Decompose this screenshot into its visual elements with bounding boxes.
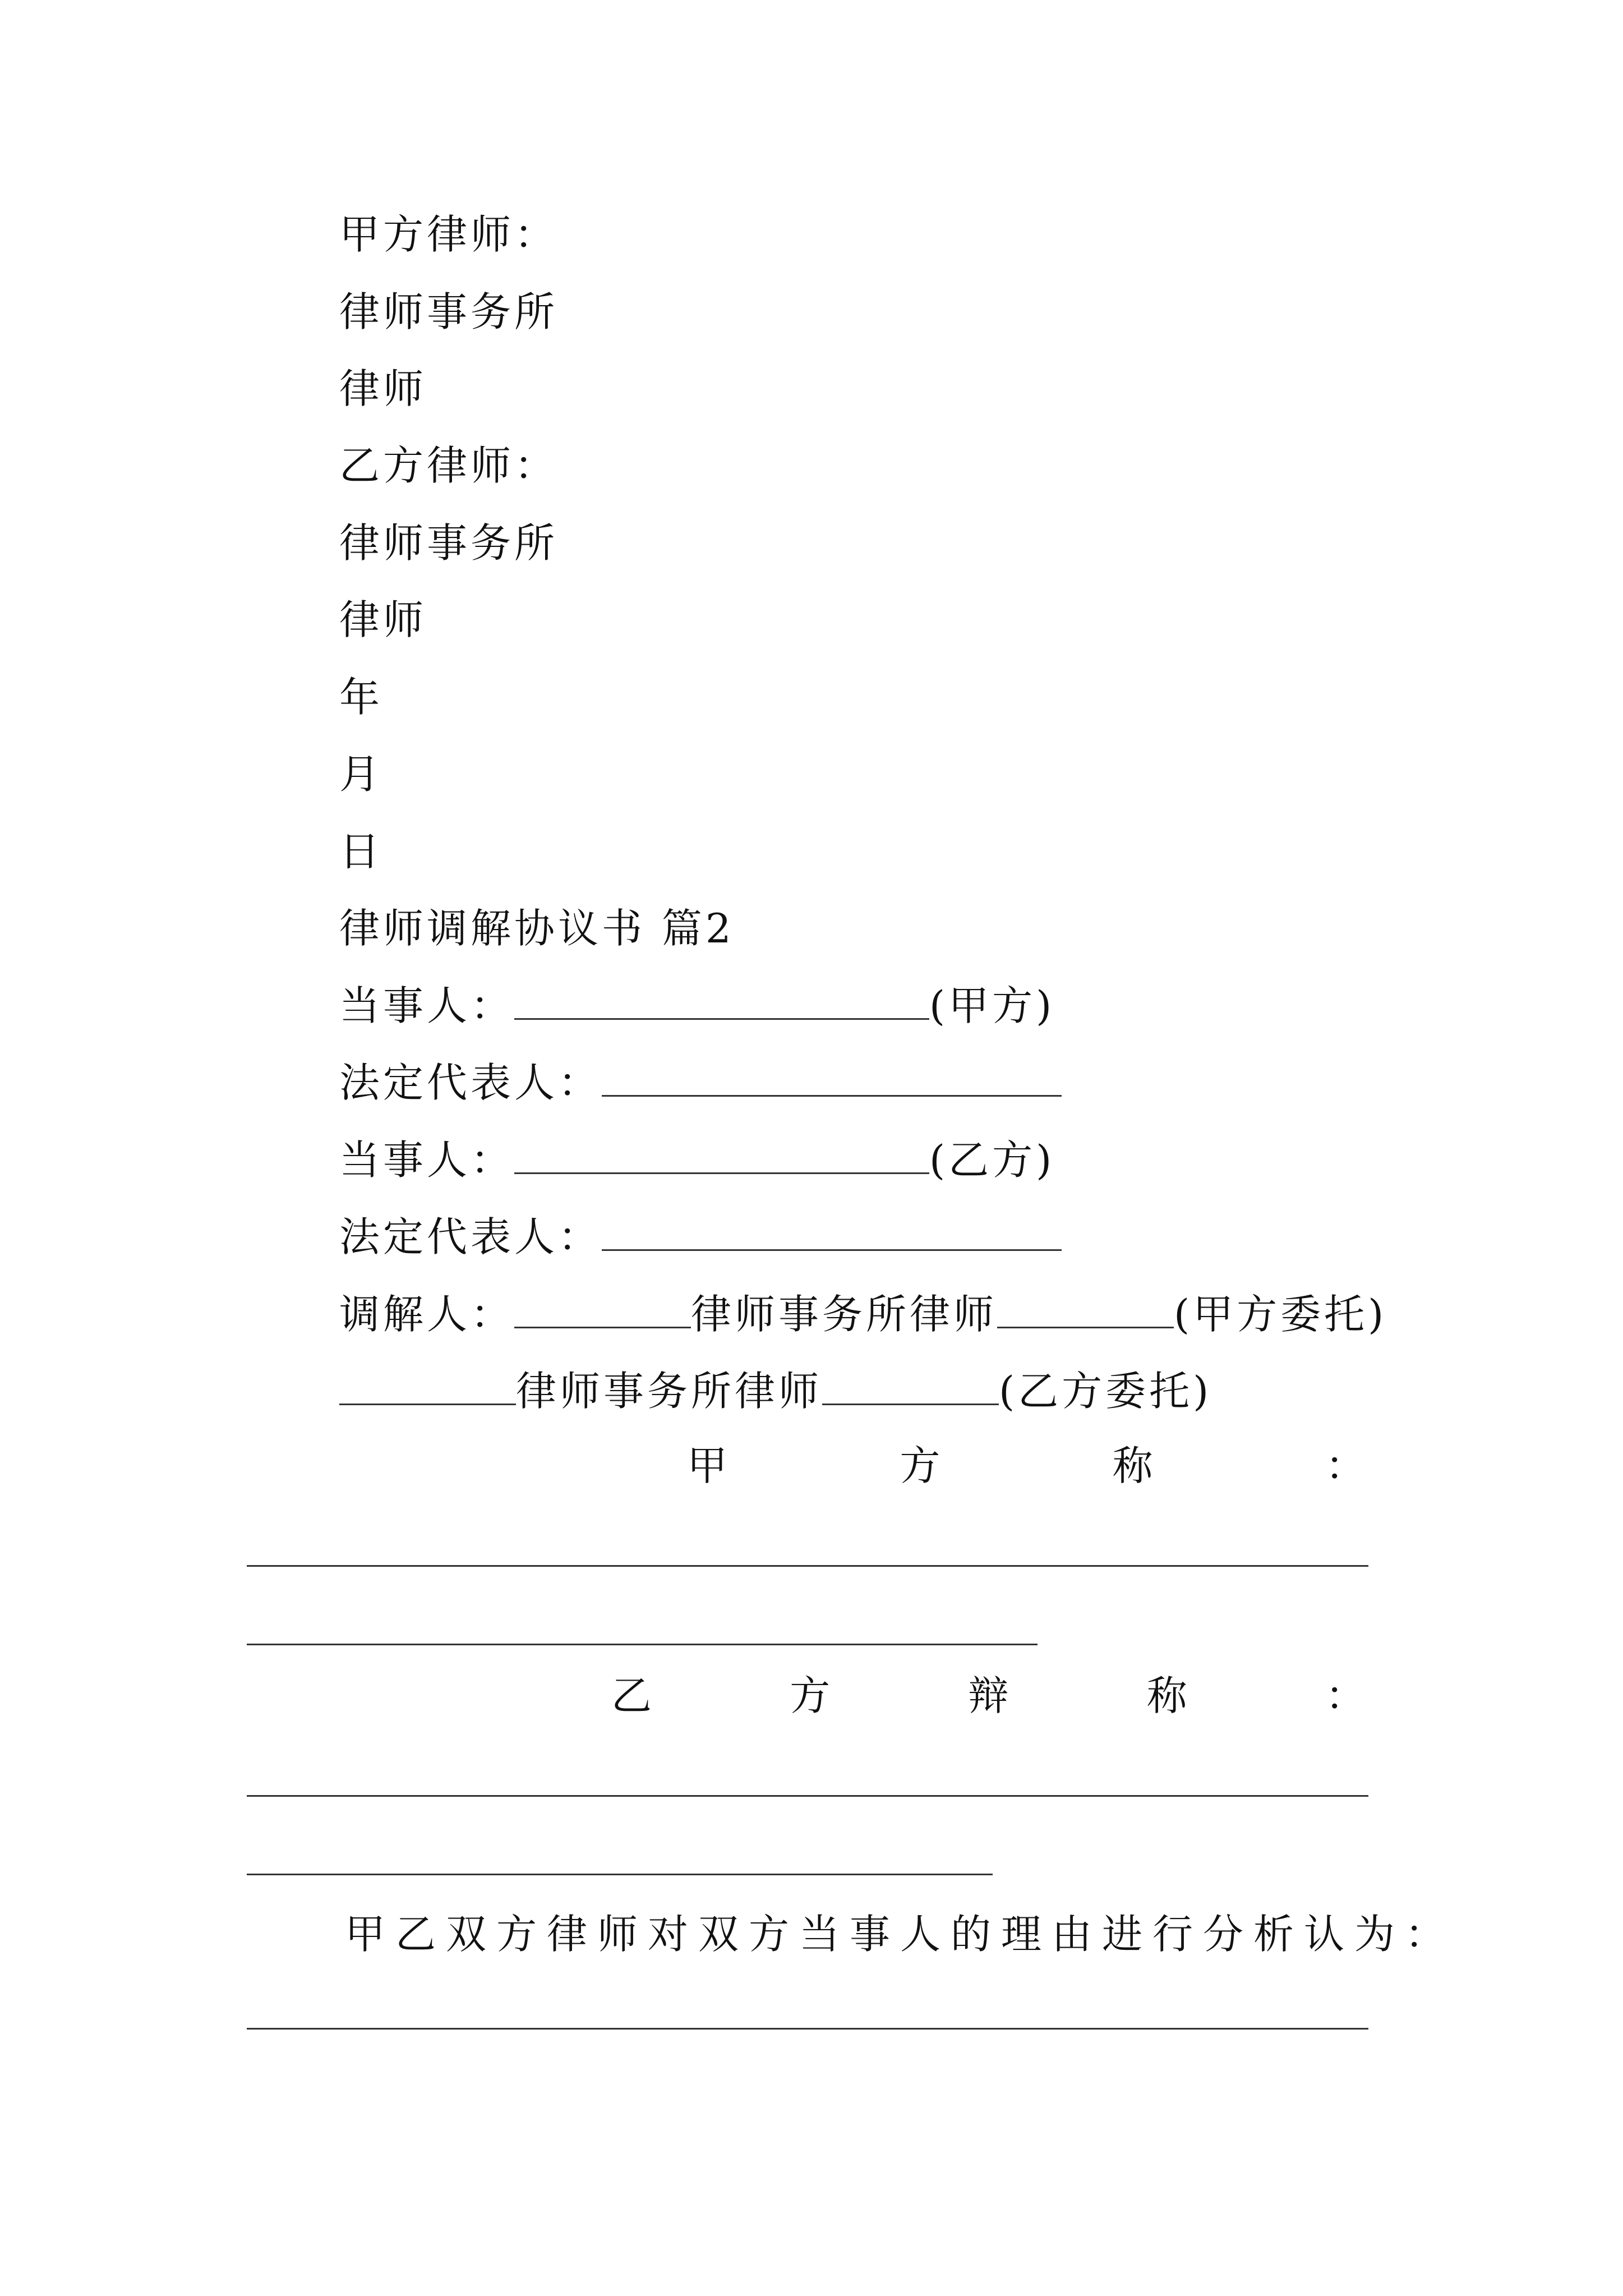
defense-char: 辩 — [968, 1672, 1009, 1719]
mediator-row-2 — [339, 1364, 1212, 1418]
mediator-lawyer-blank[interactable] — [997, 1292, 1174, 1328]
claim-char: ： — [1325, 1442, 1366, 1489]
analysis-text: 甲乙双方律师对双方当事人的理由进行分析认为： — [345, 1911, 1456, 1958]
day-label: 日 — [339, 828, 384, 875]
claim-char: 称 — [1112, 1442, 1153, 1489]
month-label: 月 — [339, 751, 384, 798]
party-b-row — [339, 1133, 1055, 1187]
jia-claim-line[interactable] — [247, 1565, 1368, 1567]
claim-char: 方 — [900, 1442, 940, 1489]
party-a-suffix: (甲方) — [929, 982, 1055, 1029]
yi-defense-line[interactable] — [247, 1795, 1368, 1797]
firm-lawyer-text: 律师事务所律师 — [691, 1291, 998, 1338]
party-a-blank[interactable] — [514, 983, 929, 1020]
jia-claim-heading — [687, 1439, 1366, 1493]
rep-label: 法定代表人： — [339, 1213, 602, 1260]
rep-b-blank[interactable] — [602, 1214, 1062, 1251]
party-label: 当事人： — [339, 1137, 515, 1184]
year-label: 年 — [339, 674, 384, 721]
section-heading: 律师调解协议书 篇2 — [339, 905, 735, 952]
mediator-firm-blank[interactable] — [514, 1292, 691, 1328]
jia-lawyer-label: 甲方律师： — [339, 211, 559, 258]
jia-claim-line[interactable] — [247, 1644, 1038, 1645]
yi-defense-line[interactable] — [247, 1874, 993, 1875]
party-b-suffix: (乙方) — [929, 1137, 1055, 1184]
mediator-firm-blank[interactable] — [339, 1369, 516, 1405]
yi-lawyer-label: 乙方律师： — [339, 442, 559, 489]
mediator-label: 调解人： — [339, 1291, 515, 1338]
rep-b-row — [339, 1210, 1062, 1264]
lawyer-line: 律师 — [339, 596, 427, 643]
law-firm-line: 律师事务所 — [339, 519, 559, 567]
rep-a-blank[interactable] — [602, 1060, 1062, 1097]
party-a-row — [339, 979, 1055, 1033]
rep-a-row — [339, 1056, 1062, 1110]
defense-char: ： — [1325, 1672, 1366, 1719]
defense-char: 方 — [790, 1672, 831, 1719]
party-b-blank[interactable] — [514, 1138, 929, 1174]
law-firm-line: 律师事务所 — [339, 288, 559, 335]
party-label: 当事人： — [339, 982, 515, 1029]
defense-char: 称 — [1146, 1672, 1187, 1719]
lawyer-line: 律师 — [339, 365, 427, 412]
defense-char: 乙 — [611, 1672, 652, 1719]
mediator-row — [339, 1287, 1387, 1341]
mediator-lawyer-blank[interactable] — [822, 1369, 999, 1405]
yi-defense-heading — [611, 1669, 1366, 1723]
analysis-line[interactable] — [247, 2028, 1368, 2030]
rep-label: 法定代表人： — [339, 1059, 602, 1106]
claim-char: 甲 — [687, 1442, 728, 1489]
yi-entrust-text: (乙方委托) — [999, 1368, 1212, 1415]
firm-lawyer-text: 律师事务所律师 — [516, 1368, 823, 1415]
jia-entrust-text: (甲方委托) — [1174, 1291, 1387, 1338]
